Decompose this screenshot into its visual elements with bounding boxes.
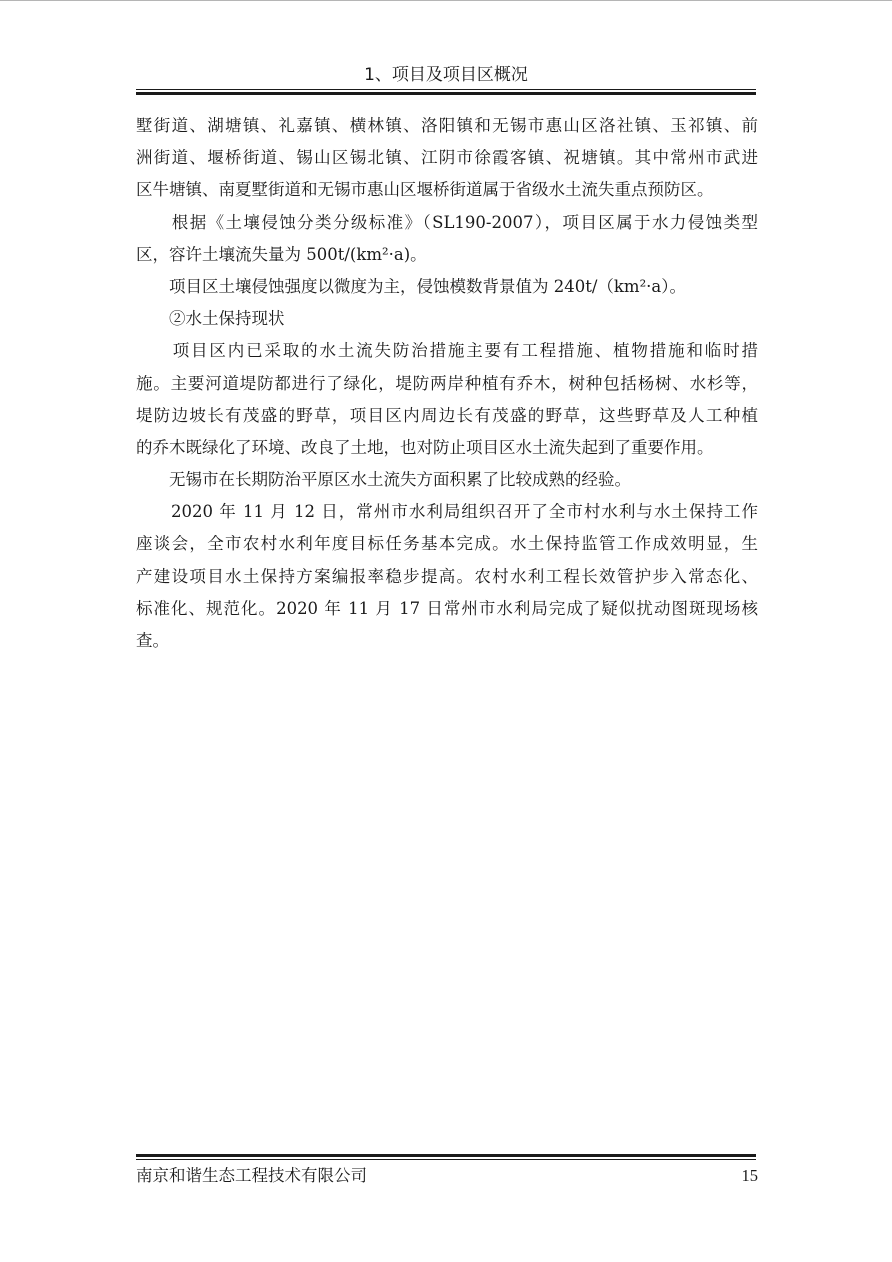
footer-rule-thin [136, 1159, 756, 1160]
text-line: 区牛塘镇、南夏墅街道和无锡市惠山区堰桥街道属于省级水土流失重点预防区。 [136, 180, 714, 200]
text-line: 项目区土壤侵蚀强度以微度为主，侵蚀模数背景值为 240t/（km²·a）。 [136, 276, 687, 296]
page-top-edge [0, 0, 892, 1]
header-rule-thick [136, 92, 756, 95]
body-text [136, 110, 758, 657]
footer-rule-thick [136, 1154, 756, 1157]
running-header-title: 1、项目及项目区概况 [364, 65, 528, 85]
text-line: 查。 [136, 631, 169, 650]
footer-company-name: 南京和谐生态工程技术有限公司 [136, 1166, 367, 1185]
text-line: 洲街道、堰桥街道、锡山区锡北镇、江阴市徐霞客镇、祝塘镇。其中常州市武进 [136, 148, 758, 168]
text-line: 标准化、规范化。2020 年 11 月 17 日常州市水利局完成了疑似扰动图斑现场核 [136, 598, 758, 618]
text-line: 施。主要河道堤防都进行了绿化，堤防两岸种植有乔木，树种包括杨树、水杉等， [136, 373, 758, 393]
text-line: 2020 年 11 月 12 日，常州市水利局组织召开了全市村水利与水土保持工作 [136, 502, 758, 522]
text-line: 根据《土壤侵蚀分类分级标准》（SL190-2007），项目区属于水力侵蚀类型 [136, 212, 758, 232]
page-number: 15 [741, 1166, 758, 1185]
header-rule-thin [136, 89, 756, 90]
section-heading: ②水土保持现状 [136, 309, 285, 329]
text-line: 墅街道、湖塘镇、礼嘉镇、横林镇、洛阳镇和无锡市惠山区洛社镇、玉祁镇、前 [136, 116, 758, 135]
text-line: 项目区内已采取的水土流失防治措施主要有工程措施、植物措施和临时措 [136, 341, 758, 361]
text-line: 的乔木既绿化了环境、改良了土地，也对防止项目区水土流失起到了重要作用。 [136, 437, 714, 457]
text-line: 产建设项目水土保持方案编报率稳步提高。农村水利工程长效管护步入常态化、 [136, 566, 758, 586]
text-line: 区，容许土壤流失量为 500t/(km²·a)。 [136, 244, 427, 264]
text-line: 堤防边坡长有茂盛的野草，项目区内周边长有茂盛的野草，这些野草及人工种植 [136, 405, 758, 425]
text-line: 座谈会，全市农村水利年度目标任务基本完成。水土保持监管工作成效明显，生 [136, 534, 758, 554]
text-line: 无锡市在长期防治平原区水土流失方面积累了比较成熟的经验。 [136, 470, 631, 490]
